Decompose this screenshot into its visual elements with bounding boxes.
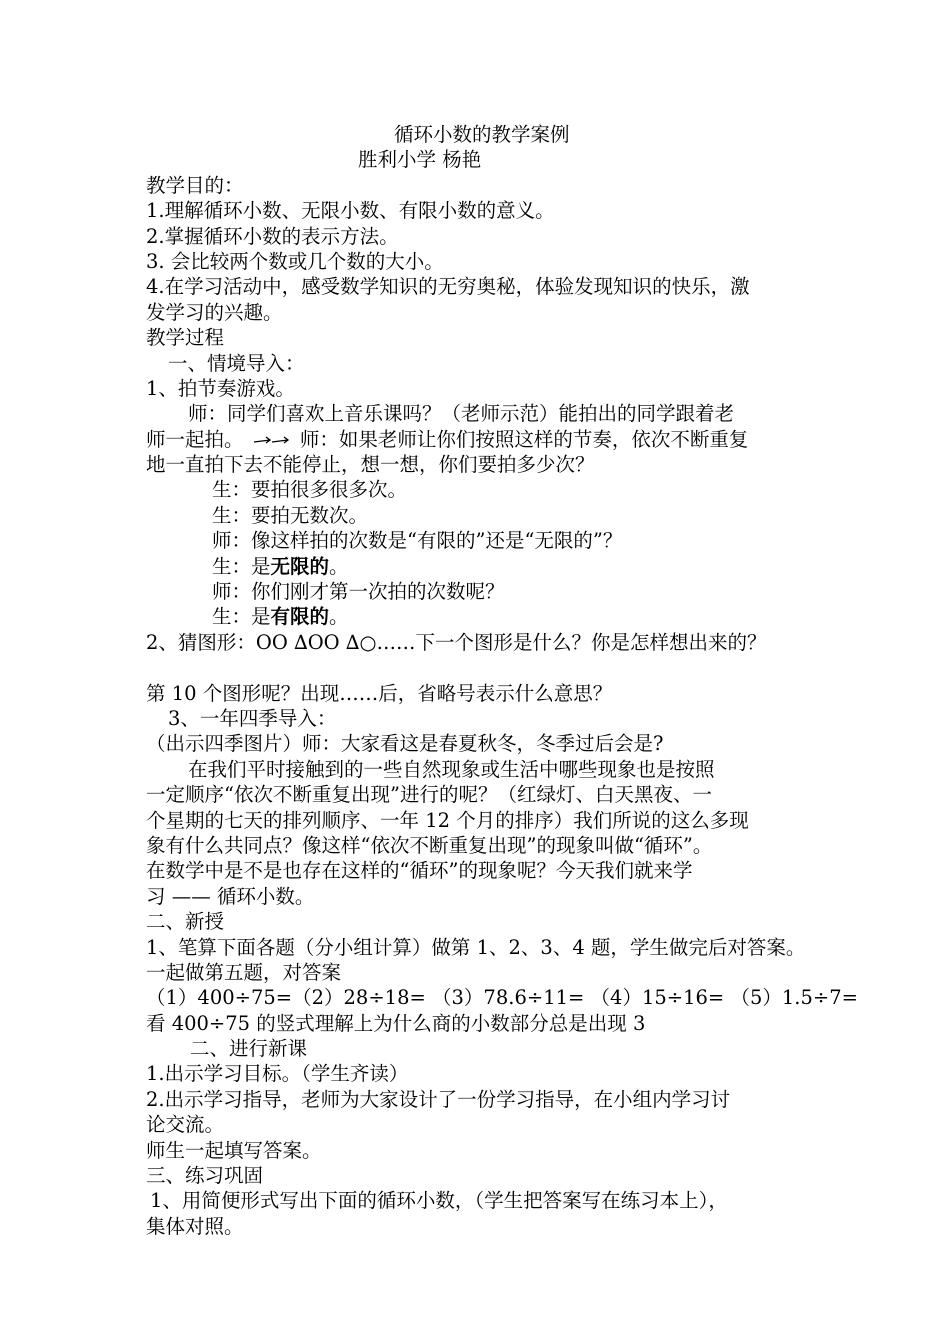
paragraph-text: 师：如果老师让你们按照这样的节奏，依次不断重复 [299, 427, 749, 451]
document-body [146, 122, 858, 1239]
paragraph-line: 1、用简便形式写出下面的循环小数，（学生把答案写在练习本上）， [150, 1189, 728, 1213]
section-heading: 一、情境导入： [168, 351, 305, 375]
bold-answer: 有限的 [270, 605, 330, 629]
subsection-heading: 2、猜图形：OO ∆OO ∆○……下一个图形是什么？你是怎样想出来的？ [146, 630, 767, 654]
author-line: 胜利小学 杨艳 [358, 148, 482, 172]
objective-item: 发学习的兴趣。 [146, 300, 283, 324]
paragraph-line: 1.出示学习目标。（学生齐读） [146, 1062, 409, 1086]
paragraph-line: 一起做第五题，对答案 [146, 960, 342, 984]
paragraph-line: （出示四季图片）师：大家看这是春夏秋冬，冬季过后会是? [146, 732, 664, 756]
paragraph-text: 师一起拍。 [146, 427, 244, 451]
dialog-text: 生：是 [212, 554, 271, 578]
paragraph-line: 2.出示学习指导，老师为大家设计了一份学习指导，在小组内学习讨 [146, 1087, 731, 1111]
paragraph-line: 师：同学们喜欢上音乐课吗？（老师示范）能拍出的同学跟着老 [188, 402, 735, 426]
process-heading: 教学过程 [146, 326, 225, 350]
rhythm-arrows-icon [250, 433, 294, 447]
bold-answer: 无限的 [270, 554, 330, 578]
subsection-heading: 3、一年四季导入： [168, 706, 337, 730]
paragraph-line: 看 400÷75 的竖式理解上为什么商的小数部分总是出现 3 [146, 1011, 646, 1035]
dialog-text: 。 [329, 605, 349, 629]
dialog-line: 生：要拍无数次。 [212, 503, 369, 527]
dialog-line: 生：要拍很多很多次。 [212, 478, 408, 502]
paragraph-line: 习 —— 循环小数。 [146, 884, 315, 908]
paragraph-line: 在数学中是不是也存在这样的“循环”的现象呢？今天我们就来学 [146, 859, 693, 883]
paragraph-line [146, 427, 821, 452]
objective-item: 2.掌握循环小数的表示方法。 [146, 224, 399, 248]
paragraph-line: 在我们平时接触到的一些自然现象或生活中哪些现象也是按照 [188, 757, 715, 781]
paragraph-line: 论交流。 [146, 1113, 225, 1137]
paragraph-line: 象有什么共同点？像这样“依次不断重复出现”的现象叫做“循环”。 [146, 833, 713, 857]
dialog-text: 生：是 [212, 605, 271, 629]
dialog-line: 师：你们刚才第一次拍的次数呢？ [212, 580, 505, 604]
paragraph-line: 集体对照。 [146, 1214, 244, 1238]
paragraph-line: 地一直拍下去不能停止，想一想，你们要拍多少次？ [146, 453, 595, 477]
paragraph-line: 一定顺序“依次不断重复出现”进行的呢？（红绿灯、白天黑夜、一 [146, 783, 712, 807]
page-title: 循环小数的教学案例 [394, 123, 570, 146]
section-heading: 二、进行新课 [190, 1037, 308, 1061]
section-heading: 二、新授 [146, 910, 225, 934]
subsection-heading: 1、拍节奏游戏。 [146, 376, 295, 400]
objectives-heading: 教学目的： [146, 173, 244, 197]
paragraph-line: 第 10 个图形呢？出现……后，省略号表示什么意思？ [146, 681, 613, 705]
dialog-line [146, 604, 821, 629]
objective-item: 1.理解循环小数、无限小数、有限小数的意义。 [146, 199, 555, 223]
objective-item: 4.在学习活动中，感受数学知识的无穷奥秘，体验发现知识的快乐，激 [146, 275, 750, 299]
dialog-line [146, 554, 821, 579]
paragraph-line: 师生一起填写答案。 [146, 1138, 322, 1162]
paragraph-line: 1、笔算下面各题（分小组计算）做第 1、2、3、4 题，学生做完后对答案。 [146, 935, 806, 959]
dialog-line: 师：像这样拍的次数是“有限的”还是“无限的”？ [212, 529, 623, 553]
section-heading: 三、练习巩固 [146, 1164, 264, 1188]
objective-item: 3. 会比较两个数或几个数的大小。 [146, 249, 444, 273]
dialog-text: 。 [329, 554, 349, 578]
paragraph-line: 个星期的七天的排列顺序、一年 12 个月的排序）我们所说的这么多现 [146, 808, 749, 832]
exercise-line: （1）400÷75=（2）28÷18= （3）78.6÷11= （4）15÷16= （5）1.5÷7= [146, 986, 858, 1010]
blank-line [146, 655, 821, 680]
